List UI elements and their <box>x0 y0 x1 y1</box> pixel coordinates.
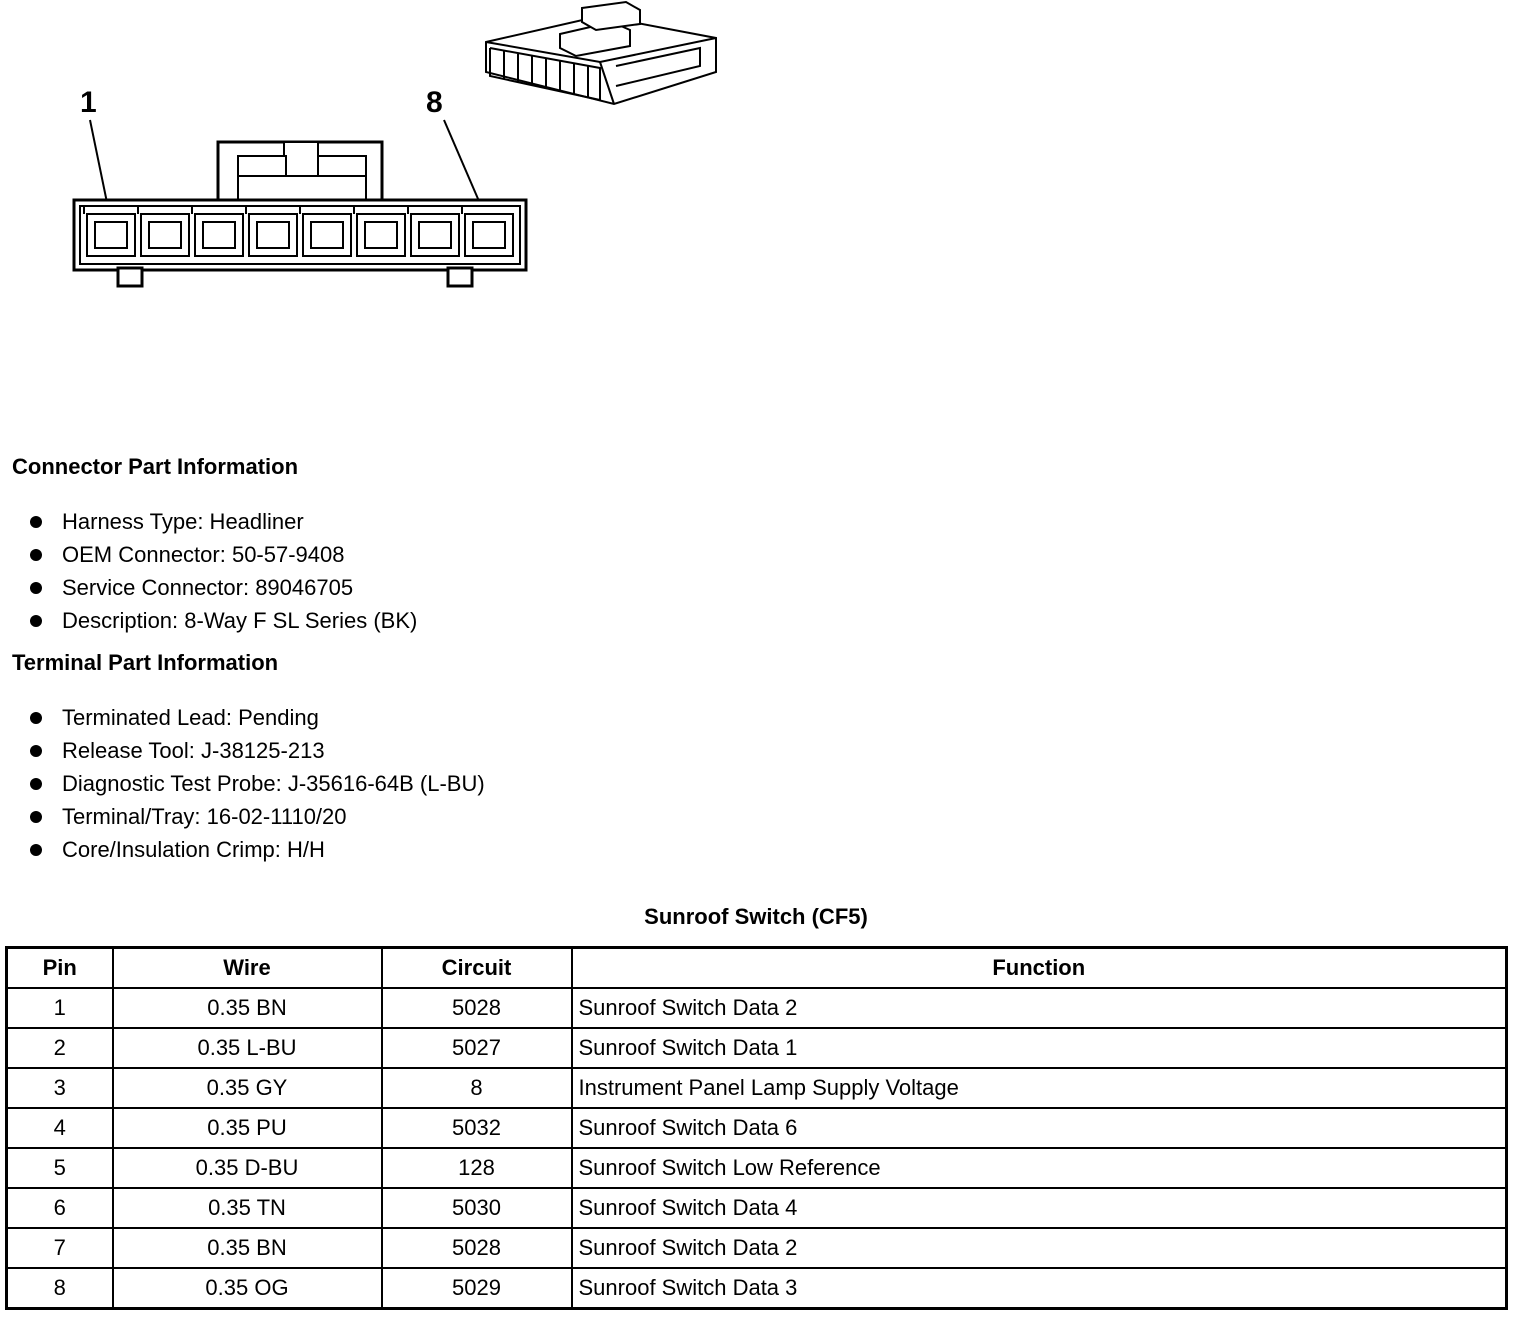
circuit-cell: 128 <box>382 1148 572 1188</box>
pinout-table-title: Sunroof Switch (CF5) <box>644 904 868 929</box>
bullet-icon <box>30 549 42 561</box>
list-item: Service Connector: 89046705 <box>30 571 417 604</box>
circuit-cell: 5028 <box>382 1228 572 1268</box>
cavity-4-terminal <box>257 222 289 248</box>
connector-isometric-illustration <box>486 2 716 104</box>
pin-8-callout: 8 <box>426 86 443 119</box>
wire-cell: 0.35 OG <box>113 1268 382 1309</box>
circuit-cell: 5030 <box>382 1188 572 1228</box>
pin-cell: 7 <box>7 1228 113 1268</box>
table-row <box>7 1068 1507 1108</box>
cavity-6-terminal <box>365 222 397 248</box>
cavity-7-terminal <box>419 222 451 248</box>
cavity-1-terminal <box>95 222 127 248</box>
connector-part-info-heading: Connector Part Information <box>12 454 299 479</box>
column-header-wire: Wire <box>113 948 382 989</box>
function-cell: Sunroof Switch Data 1 <box>572 1028 1507 1068</box>
table-header-row <box>7 948 1507 989</box>
bullet-icon <box>30 615 42 627</box>
cavity-3-terminal <box>203 222 235 248</box>
bullet-icon <box>30 745 42 757</box>
terminal-part-info-heading: Terminal Part Information <box>12 650 279 675</box>
function-cell: Sunroof Switch Data 3 <box>572 1268 1507 1309</box>
bullet-icon <box>30 844 42 856</box>
table-row <box>7 988 1507 1028</box>
list-item: Terminated Lead: Pending <box>30 701 485 734</box>
table-row <box>7 1148 1507 1188</box>
wire-cell: 0.35 TN <box>113 1188 382 1228</box>
wire-cell: 0.35 BN <box>113 988 382 1028</box>
pin-cell: 3 <box>7 1068 113 1108</box>
table-row <box>7 1228 1507 1268</box>
list-item: Terminal/Tray: 16-02-1110/20 <box>30 800 485 833</box>
bullet-icon <box>30 778 42 790</box>
wire-cell: 0.35 L-BU <box>113 1028 382 1068</box>
list-item: Diagnostic Test Probe: J-35616-64B (L-BU) <box>30 767 485 800</box>
pin-cell: 2 <box>7 1028 113 1068</box>
cavity-5-terminal <box>311 222 343 248</box>
column-header-circuit: Circuit <box>382 948 572 989</box>
pin-cell: 8 <box>7 1268 113 1309</box>
bullet-icon <box>30 516 42 528</box>
cavity-8-terminal <box>473 222 505 248</box>
column-header-function: Function <box>572 948 1507 989</box>
function-cell: Sunroof Switch Data 2 <box>572 988 1507 1028</box>
circuit-cell: 5027 <box>382 1028 572 1068</box>
list-item: Harness Type: Headliner <box>30 505 417 538</box>
bullet-icon <box>30 712 42 724</box>
table-row <box>7 1268 1507 1309</box>
table-row <box>7 1188 1507 1228</box>
bullet-icon <box>30 582 42 594</box>
function-cell: Sunroof Switch Low Reference <box>572 1148 1507 1188</box>
circuit-cell: 5032 <box>382 1108 572 1148</box>
circuit-cell: 5028 <box>382 988 572 1028</box>
column-header-pin: Pin <box>7 948 113 989</box>
pin-cell: 5 <box>7 1148 113 1188</box>
list-item: Release Tool: J-38125-213 <box>30 734 485 767</box>
pinout-table <box>5 946 1508 1310</box>
function-cell: Instrument Panel Lamp Supply Voltage <box>572 1068 1507 1108</box>
cavity-2-terminal <box>149 222 181 248</box>
function-cell: Sunroof Switch Data 6 <box>572 1108 1507 1148</box>
table-row <box>7 1028 1507 1068</box>
connector-part-info-list <box>30 505 417 637</box>
circuit-cell: 5029 <box>382 1268 572 1309</box>
connector-diagram <box>0 0 760 300</box>
list-item: OEM Connector: 50-57-9408 <box>30 538 417 571</box>
wire-cell: 0.35 BN <box>113 1228 382 1268</box>
pin-1-callout: 1 <box>80 86 97 119</box>
wire-cell: 0.35 PU <box>113 1108 382 1148</box>
list-item: Core/Insulation Crimp: H/H <box>30 833 485 866</box>
function-cell: Sunroof Switch Data 2 <box>572 1228 1507 1268</box>
function-cell: Sunroof Switch Data 4 <box>572 1188 1507 1228</box>
pin-cell: 4 <box>7 1108 113 1148</box>
table-row <box>7 1108 1507 1148</box>
pin-cell: 1 <box>7 988 113 1028</box>
circuit-cell: 8 <box>382 1068 572 1108</box>
wire-cell: 0.35 D-BU <box>113 1148 382 1188</box>
wire-cell: 0.35 GY <box>113 1068 382 1108</box>
bullet-icon <box>30 811 42 823</box>
list-item: Description: 8-Way F SL Series (BK) <box>30 604 417 637</box>
terminal-part-info-list <box>30 701 485 866</box>
pin-cell: 6 <box>7 1188 113 1228</box>
